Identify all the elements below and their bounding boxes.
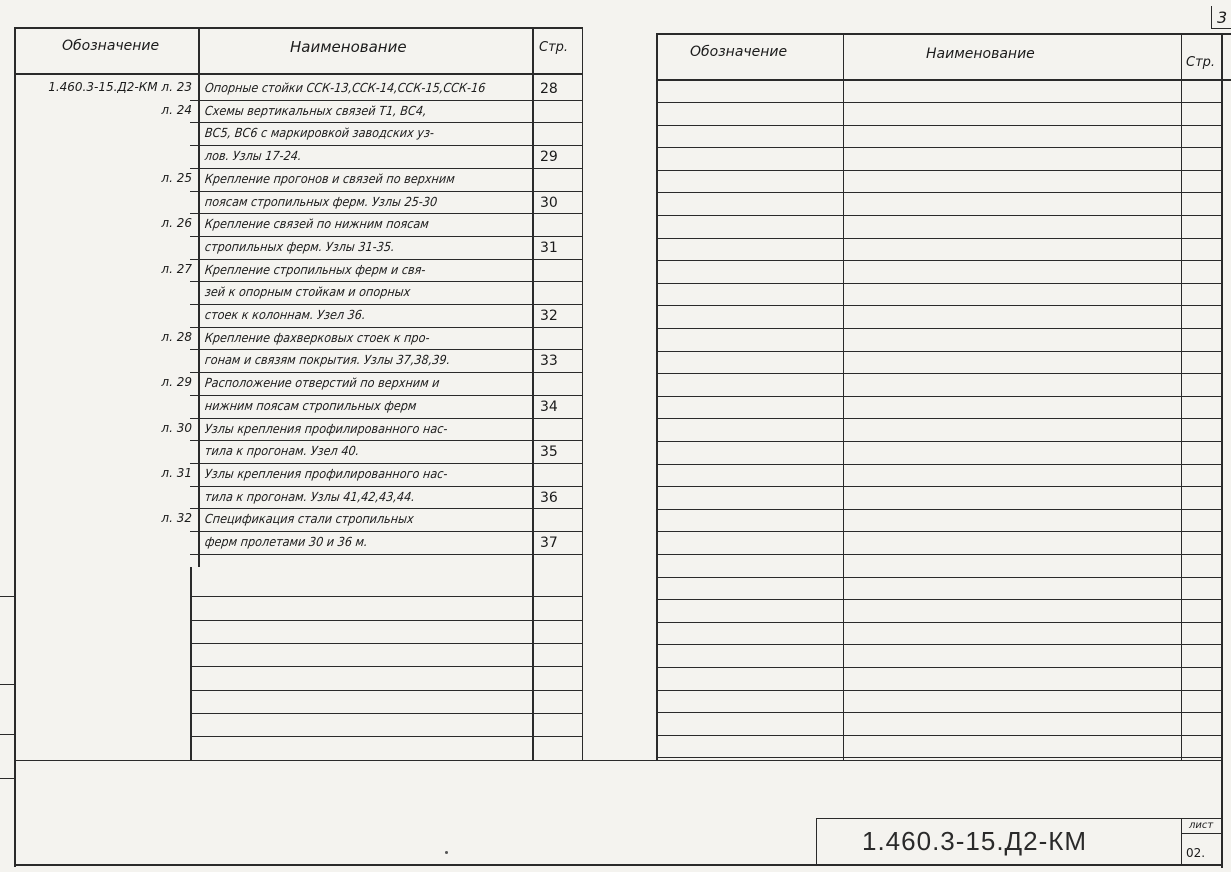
left-row-line — [532, 372, 582, 373]
entry-designation: л. 25 — [161, 171, 192, 185]
left-row-line — [190, 531, 533, 532]
entry-page: 32 — [540, 308, 558, 324]
sheet-bottom-line — [14, 864, 1222, 866]
title-block-sheet-divider — [1181, 818, 1182, 865]
left-row-line — [190, 620, 582, 621]
paper-speck — [445, 851, 448, 854]
title-block-top — [816, 818, 1222, 819]
left-row-line — [190, 191, 533, 192]
entry-name-line: Схемы вертикальных связей Т1, ВС4, — [204, 103, 428, 118]
right-row-line — [657, 260, 1222, 261]
left-row-line — [190, 643, 582, 644]
left-row-line — [532, 236, 582, 237]
left-row-line — [190, 281, 533, 282]
right-row-line — [657, 690, 1222, 691]
entry-designation: л. 29 — [161, 375, 192, 389]
entry-name-line: Спецификация стали стропильных — [204, 511, 415, 526]
left-header-designation: Обозначение — [62, 38, 160, 54]
right-row-line — [657, 735, 1222, 736]
left-row-line — [190, 304, 533, 305]
entry-name-line: Опорные стойки ССК-13,ССК-14,ССК-15,ССК-16 — [204, 80, 487, 95]
right-row-line — [657, 102, 1222, 103]
left-row-line — [532, 440, 582, 441]
entry-designation: л. 31 — [161, 466, 192, 480]
entry-name-line: стропильных ферм. Узлы 31-35. — [204, 239, 396, 254]
left-row-line — [532, 463, 582, 464]
left-header-name: Наименование — [290, 38, 407, 56]
entry-name-line: Крепление связей по нижним поясам — [204, 216, 430, 231]
title-block-left — [816, 818, 817, 865]
entry-name-line: зей к опорным стойкам и опорных — [204, 284, 412, 299]
entry-designation: л. 27 — [161, 262, 192, 276]
right-row-line — [657, 351, 1222, 352]
corner-box-bottom — [1211, 28, 1231, 29]
right-row-line — [657, 757, 1222, 758]
left-row-line — [190, 486, 533, 487]
corner-box-left — [1211, 6, 1212, 28]
right-row-line — [657, 147, 1222, 148]
entry-name-line: тила к прогонам. Узел 40. — [204, 443, 361, 458]
left-row-line — [532, 304, 582, 305]
right-row-line — [657, 599, 1222, 600]
left-row-line — [190, 463, 533, 464]
right-row-line — [657, 464, 1222, 465]
entry-designation: л. 24 — [161, 103, 192, 117]
entry-page: 35 — [540, 444, 558, 460]
right-row-line — [657, 328, 1222, 329]
left-row-line — [532, 395, 582, 396]
right-row-line — [657, 215, 1222, 216]
right-row-line — [657, 418, 1222, 419]
entry-designation: 1.460.3-15.Д2-КМ л. 23 — [48, 80, 192, 94]
left-row-line — [532, 191, 582, 192]
left-row-line — [190, 213, 533, 214]
tables-bottom-line — [14, 760, 1222, 761]
entry-name-line: Крепление фахверковых стоек к про- — [204, 330, 431, 345]
left-table-right-border — [582, 27, 583, 760]
entry-page: 30 — [540, 195, 558, 211]
left-row-line — [190, 145, 533, 146]
entry-name-line: ВС5, ВС6 с маркировкой заводских уз- — [204, 125, 435, 140]
entry-designation: л. 32 — [161, 511, 192, 525]
left-row-line — [532, 213, 582, 214]
entry-designation: л. 30 — [161, 421, 192, 435]
right-row-line — [657, 509, 1222, 510]
left-row-line — [190, 554, 533, 555]
left-row-line — [532, 554, 582, 555]
left-row-line — [190, 395, 533, 396]
entry-page: 31 — [540, 240, 558, 256]
left-row-line — [532, 531, 582, 532]
left-row-line — [190, 100, 533, 101]
sheet-number: 02. — [1186, 846, 1206, 860]
entry-designation: л. 28 — [161, 330, 192, 344]
left-row-line — [190, 259, 533, 260]
left-row-line — [190, 168, 533, 169]
entry-name-line: Крепление прогонов и связей по верхним — [204, 171, 456, 186]
entry-page: 29 — [540, 149, 558, 165]
left-row-line — [190, 713, 582, 714]
right-header-page: Стр. — [1186, 55, 1216, 70]
left-row-line — [190, 666, 582, 667]
left-row-line — [190, 418, 533, 419]
right-row-line — [657, 441, 1222, 442]
left-row-line — [532, 122, 582, 123]
left-row-line — [190, 690, 582, 691]
left-row-line — [532, 508, 582, 509]
entry-page: 36 — [540, 490, 558, 506]
left-row-line — [190, 122, 533, 123]
left-row-line — [532, 281, 582, 282]
entry-name-line: тила к прогонам. Узлы 41,42,43,44. — [204, 489, 416, 504]
left-table-header-bottom — [14, 73, 583, 75]
entry-name-line: нижним поясам стропильных ферм — [204, 398, 418, 413]
right-table-header-bottom — [657, 79, 1231, 81]
entry-name-line: Расположение отверстий по верхним и — [204, 375, 441, 390]
margin-stub — [0, 596, 14, 597]
entry-page: 37 — [540, 535, 558, 551]
right-row-line — [657, 531, 1222, 532]
right-header-designation: Обозначение — [690, 44, 788, 60]
entry-name-line: Крепление стропильных ферм и свя- — [204, 262, 427, 277]
left-row-line — [190, 327, 533, 328]
right-row-line — [657, 192, 1222, 193]
left-row-line — [532, 349, 582, 350]
right-row-line — [657, 644, 1222, 645]
right-row-line — [657, 712, 1222, 713]
left-row-line — [532, 418, 582, 419]
right-row-line — [657, 170, 1222, 171]
entry-name-line: Узлы крепления профилированного нас- — [204, 421, 449, 436]
right-table-top-border — [657, 33, 1231, 35]
corner-page-number: 3 — [1217, 8, 1228, 27]
right-row-line — [657, 667, 1222, 668]
left-row-line — [190, 236, 533, 237]
sheet-label: лист — [1189, 820, 1214, 831]
margin-stub — [0, 734, 14, 735]
entry-name-line: стоек к колоннам. Узел 36. — [204, 307, 367, 322]
entry-designation: л. 26 — [161, 216, 192, 230]
left-row-line — [532, 100, 582, 101]
margin-stub — [0, 684, 14, 685]
left-row-line — [190, 372, 533, 373]
entry-name-line: лов. Узлы 17-24. — [204, 148, 303, 163]
left-row-line — [190, 508, 533, 509]
right-row-line — [657, 305, 1222, 306]
right-row-line — [657, 622, 1222, 623]
right-row-line — [657, 396, 1222, 397]
left-frame-vertical — [14, 27, 16, 867]
left-row-line — [190, 349, 533, 350]
entry-name-line: поясам стропильных ферм. Узлы 25-30 — [204, 194, 439, 209]
right-row-line — [657, 577, 1222, 578]
entry-page: 34 — [540, 399, 558, 415]
right-row-line — [657, 373, 1222, 374]
right-row-line — [657, 125, 1222, 126]
left-row-line — [190, 596, 582, 597]
right-row-line — [657, 486, 1222, 487]
left-row-line — [532, 486, 582, 487]
right-row-line — [657, 238, 1222, 239]
right-row-line — [657, 554, 1222, 555]
left-col-divider-2 — [532, 27, 534, 760]
title-block-sheet-label-line — [1181, 833, 1222, 834]
left-header-page: Стр. — [539, 40, 569, 55]
entry-page: 28 — [540, 81, 558, 97]
entry-name-line: гонам и связям покрытия. Узлы 37,38,39. — [204, 352, 452, 367]
left-table-top-border — [14, 27, 583, 29]
left-row-line — [532, 145, 582, 146]
entry-name-line: Узлы крепления профилированного нас- — [204, 466, 449, 481]
left-row-line — [532, 327, 582, 328]
margin-stub — [0, 778, 14, 779]
right-frame-vertical — [1221, 33, 1223, 868]
document-code: 1.460.3-15.Д2-КМ — [862, 826, 1088, 856]
left-row-line — [190, 736, 582, 737]
entry-name-line: ферм пролетами 30 и 36 м. — [204, 534, 369, 549]
left-row-line — [190, 440, 533, 441]
entry-page: 33 — [540, 353, 558, 369]
right-header-name: Наименование — [926, 46, 1035, 62]
right-row-line — [657, 283, 1222, 284]
left-row-line — [532, 259, 582, 260]
left-row-line — [532, 168, 582, 169]
